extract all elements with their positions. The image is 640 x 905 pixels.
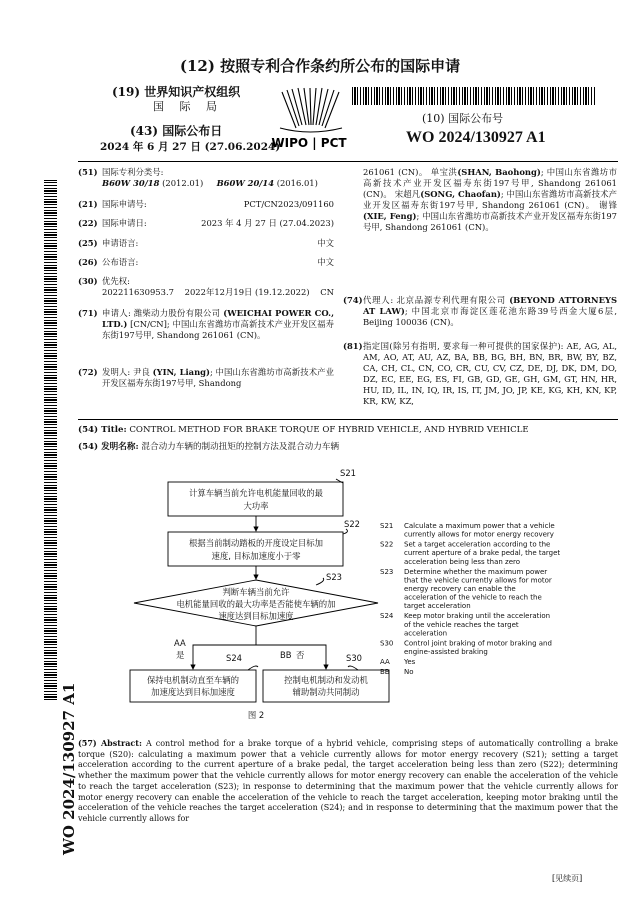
- title-english: (54) Title: CONTROL METHOD FOR BRAKE TORQUE OF HYBRID VEHICLE, AND HYBRID VEHICLE: [78, 425, 529, 435]
- legend-text-s30-0: Control joint braking of motor braking and: [404, 639, 552, 648]
- document-title: (12) 按照专利合作条约所公布的国际申请: [179, 57, 461, 75]
- publication-number-label: (10) 国际公布号: [422, 112, 504, 125]
- label-s30: S30: [346, 653, 362, 663]
- field-72-inventor: (72) 发明人: 尹良 (YIN, Liang); 中国山东省潍坊市高新技术产业开发区福寿东街197号甲, Shandong: [78, 367, 334, 389]
- s22-line1: 根据当前制动踏板的开度设定目标加: [189, 538, 323, 548]
- s23-line1: 判断车辆当前允许: [222, 587, 290, 597]
- s30-line2: 辅助制动共同制动: [292, 687, 360, 697]
- label-s24: S24: [226, 653, 242, 663]
- title-chinese: (54) 发明名称: 混合动力车辆的制动扭矩的控制方法及混合动力车辆: [78, 442, 340, 452]
- legend-text-s22-1: current aperture of a brake pedal, the target: [404, 549, 561, 558]
- legend-text-s23-1: that the vehicle currently allows for motor: [404, 576, 552, 585]
- legend-text-s23-2: energy recovery can enable the: [404, 585, 516, 593]
- legend-text-s23-0: Determine whether the maximum power: [404, 567, 548, 576]
- no-label: 否: [296, 650, 305, 660]
- no-code: BB: [280, 650, 292, 660]
- legend-code-aa: AA: [380, 658, 390, 666]
- s22-line2: 速度, 目标加速度小于零: [211, 551, 301, 561]
- organization-name: (19) 世界知识产权组织: [112, 85, 241, 99]
- s21-line2: 大功率: [243, 501, 269, 511]
- wipo-logo: [262, 84, 357, 154]
- s23-line2: 电机能量回收的最大功率是否能使车辆的加: [176, 599, 336, 609]
- side-publication-number: WO 2024/130927 A1: [60, 682, 78, 855]
- legend-code-s22: S22: [380, 540, 394, 549]
- header-divider: [78, 161, 618, 162]
- legend-text-s22-0: Set a target acceleration according to the: [404, 540, 551, 549]
- figure-caption: 图 2: [247, 710, 265, 720]
- legend-text-s23-3: acceleration of the vehicle to reach the: [404, 593, 542, 602]
- biblio-divider: [78, 419, 618, 420]
- field-30: (30) 优先权: 202211630953.7 2022年12月19日 (19.12.2022) CN: [78, 276, 334, 298]
- legend-text-s24-1: of the vehicle reaches the target: [404, 620, 519, 629]
- legend-text-s21-1: currently allows for motor energy recovery: [404, 530, 554, 539]
- field-81-designated-states: (81) 指定国(除另有指明, 要求每一种可提供的国家保护): AE, AG, AL, AM, AO, AT, AU, AZ, BA, BB, BG, BH, BN, BR, BW, BY, BZ, CA, CH, CL, CN, CO, CR, CU, CV, CZ, DE, DJ, DK, DM, DO, DZ, EC, EE, EG, ES, FI, GB, GD, GE, GH, GM, GT, HN, HR, HU, ID, IL, IN, IQ, IR, IS, IT, JM, JO, JP, KE, KG, KH, KN, KP, KR, KW, KZ,: [343, 341, 617, 407]
- yes-label: 是: [176, 650, 185, 660]
- s24-line1: 保持电机制动直至车辆的: [146, 675, 240, 685]
- s24-line2: 加速度达到目标加速度: [151, 687, 235, 697]
- figure-legend: [380, 522, 560, 676]
- abstract: (57) Abstract: A control method for a brake torque of a hybrid vehicle, comprising steps of automatically controlling a brake torque (S20): calculating a maximum power that a vehicle currently allows for motor energy recovery (S21); setting a target acceleration according to the current aperture of a brake pedal, the target acceleration being less than zero (S22); determining whether the maximum power that the vehicle currently allows for motor energy recovery can enable the acceleration of the vehicle to reach the target acceleration (S23); in response to determining that the maximum power that the vehicle currently allows for motor energy recovery can enable the acceleration of the vehicle to reach the target acceleration, keeping motor braking until the acceleration of the vehicle reaches the target acceleration (S24); and in response to determining that the maximum power that the vehicle currently allows for: [78, 738, 619, 824]
- organization-bureau: 国 际 局: [153, 100, 223, 113]
- legend-code-bb: BB: [380, 668, 390, 676]
- field-72-continued: 261061 (CN)。 单宝洪(SHAN, Baohong); 中国山东省潍坊市高新技术产业开发区福寿东街197号甲, Shandong 261061 (CN)。 宋超凡(SONG, Chaofan); 中国山东省潍坊市高新技术产业开发区福寿东街197号甲, Shandong 261061 (CN)。 谢锋(XIE, Feng); 中国山东省潍坊市高新技术产业开发区福寿东街197号甲, Shandong 261061 (CN)。: [363, 167, 618, 233]
- legend-text-s23-4: target acceleration: [404, 602, 471, 611]
- legend-code-s21: S21: [380, 522, 394, 530]
- legend-text-s22-2: acceleration being less than zero: [404, 557, 521, 566]
- publication-number: WO 2024/130927 A1: [406, 129, 546, 146]
- label-s22: S22: [344, 519, 360, 529]
- label-s21: S21: [340, 468, 356, 478]
- label-s23: S23: [326, 572, 342, 582]
- flowchart-figure: [78, 465, 618, 725]
- field-22: (22) 国际申请日: 2023 年 4 月 27 日 (27.04.2023): [78, 218, 334, 228]
- s30-line1: 控制电机制动和发动机: [284, 675, 368, 685]
- field-51: (51) 国际专利分类号: B60W 30/18 (2012.01) B60W 20/14 (2016.01): [78, 167, 318, 189]
- legend-text-s24-0: Keep motor braking until the acceleration: [404, 612, 551, 621]
- publication-date-label: (43) 国际公布日: [130, 124, 223, 138]
- publication-date: 2024 年 6 月 27 日 (27.06.2024): [100, 141, 281, 153]
- legend-code-s23: S23: [380, 567, 394, 576]
- field-21: (21) 国际申请号: PCT/CN2023/091160: [78, 199, 334, 209]
- legend-code-s30: S30: [380, 639, 394, 648]
- continued-note: [见续页]: [552, 874, 583, 883]
- yes-code: AA: [174, 638, 186, 648]
- legend-text-aa-0: Yes: [404, 658, 416, 666]
- wipo-logo-text: WIPO | PCT: [271, 136, 347, 150]
- legend-text-s24-2: acceleration: [404, 629, 448, 638]
- field-74-agent: (74) 代理人: 北京品源专利代理有限公司 (BEYOND ATTORNEYS AT LAW); 中国北京市海淀区莲花池东路39号西金大厦6层, Beijing 100036 (CN)。: [343, 295, 617, 328]
- header-barcode: [352, 87, 595, 105]
- field-71-applicant: (71) 申请人: 潍柴动力股份有限公司 (WEICHAI POWER CO., LTD.) [CN/CN]; 中国山东省潍坊市高新技术产业开发区福寿东街197号甲, Shandong 261061 (CN)。: [78, 308, 334, 341]
- legend-text-bb-0: No: [404, 668, 414, 676]
- side-barcode: [44, 180, 57, 700]
- field-25: (25) 申请语言: 中文: [78, 238, 334, 248]
- legend-code-s24: S24: [380, 612, 394, 621]
- legend-text-s30-1: engine-assisted braking: [404, 648, 488, 656]
- field-26: (26) 公布语言: 中文: [78, 257, 334, 267]
- s23-line3: 速度达到目标加速度: [218, 611, 294, 621]
- legend-text-s21-0: Calculate a maximum power that a vehicle: [404, 522, 555, 530]
- s21-line1: 计算车辆当前允许电机能量回收的最: [189, 488, 323, 498]
